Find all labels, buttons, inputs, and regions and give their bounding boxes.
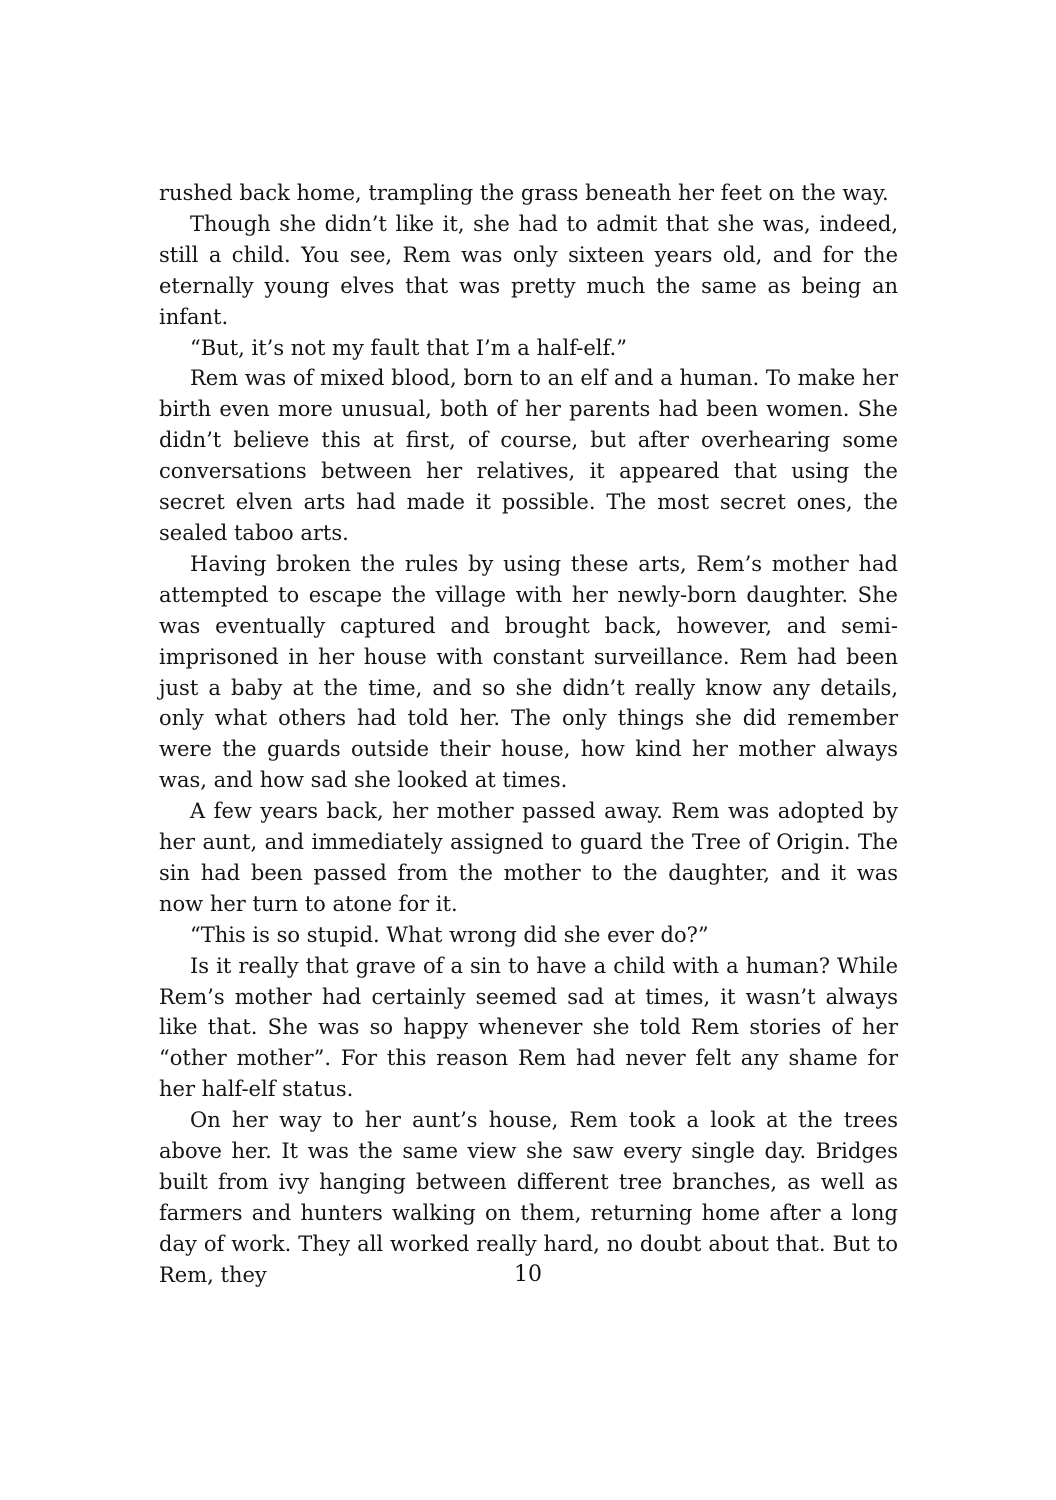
dialogue-paragraph: “But, it’s not my fault that I’m a half-elf.” bbox=[190, 335, 627, 360]
paragraph: Though she didn’t like it, she had to admit that she was, indeed, still a child. You see, Rem was only sixteen years old, and for the eternally young elves that was pretty much the same as being an infant. bbox=[159, 211, 898, 329]
paragraph: Is it really that grave of a sin to have a child with a human? While Rem’s mother had certainly seemed sad at times, it wasn’t always like that. She was so happy whenever she told Rem stories of her “other mother”. For this reason Rem had never felt any shame for her half-elf status. bbox=[159, 953, 898, 1102]
paragraph-continuation: rushed back home, trampling the grass beneath her feet on the way. bbox=[159, 181, 889, 205]
dialogue-paragraph: “This is so stupid. What wrong did she ever do?” bbox=[190, 922, 709, 947]
book-page-body bbox=[159, 178, 898, 1291]
paragraph: On her way to her aunt’s house, Rem took a look at the trees above her. It was the same view she saw every single day. Bridges built from ivy hanging between different tree branches, as well as farmers and hunters walking on them, returning home after a long day of work. They all worked really hard, no doubt about that. But to Rem, they bbox=[159, 1108, 898, 1287]
paragraph: A few years back, her mother passed away. Rem was adopted by her aunt, and immediately assigned to guard the Tree of Origin. The sin had been passed from the mother to the daughter, and it was now her turn to atone for it. bbox=[159, 799, 898, 916]
paragraph: Rem was of mixed blood, born to an elf and a human. To make her birth even more unusual, both of her parents had been women. She didn’t believe this at first, of course, but after overhearing some conversations between her relatives, it appeared that using the secret elven arts had made it possible. The most secret ones, the sealed taboo arts. bbox=[159, 366, 898, 545]
page-number: 10 bbox=[514, 1262, 542, 1287]
paragraph: Having broken the rules by using these arts, Rem’s mother had attempted to escape the village with her newly-born daughter. She was eventually captured and brought back, however, and semi-imprisoned in her house with constant surveillance. Rem had been just a baby at the time, and so she didn’t really know any details, only what others had told her. The only things she did remember were the guards outside their house, how kind her mother always was, and how sad she looked at times. bbox=[159, 551, 898, 793]
